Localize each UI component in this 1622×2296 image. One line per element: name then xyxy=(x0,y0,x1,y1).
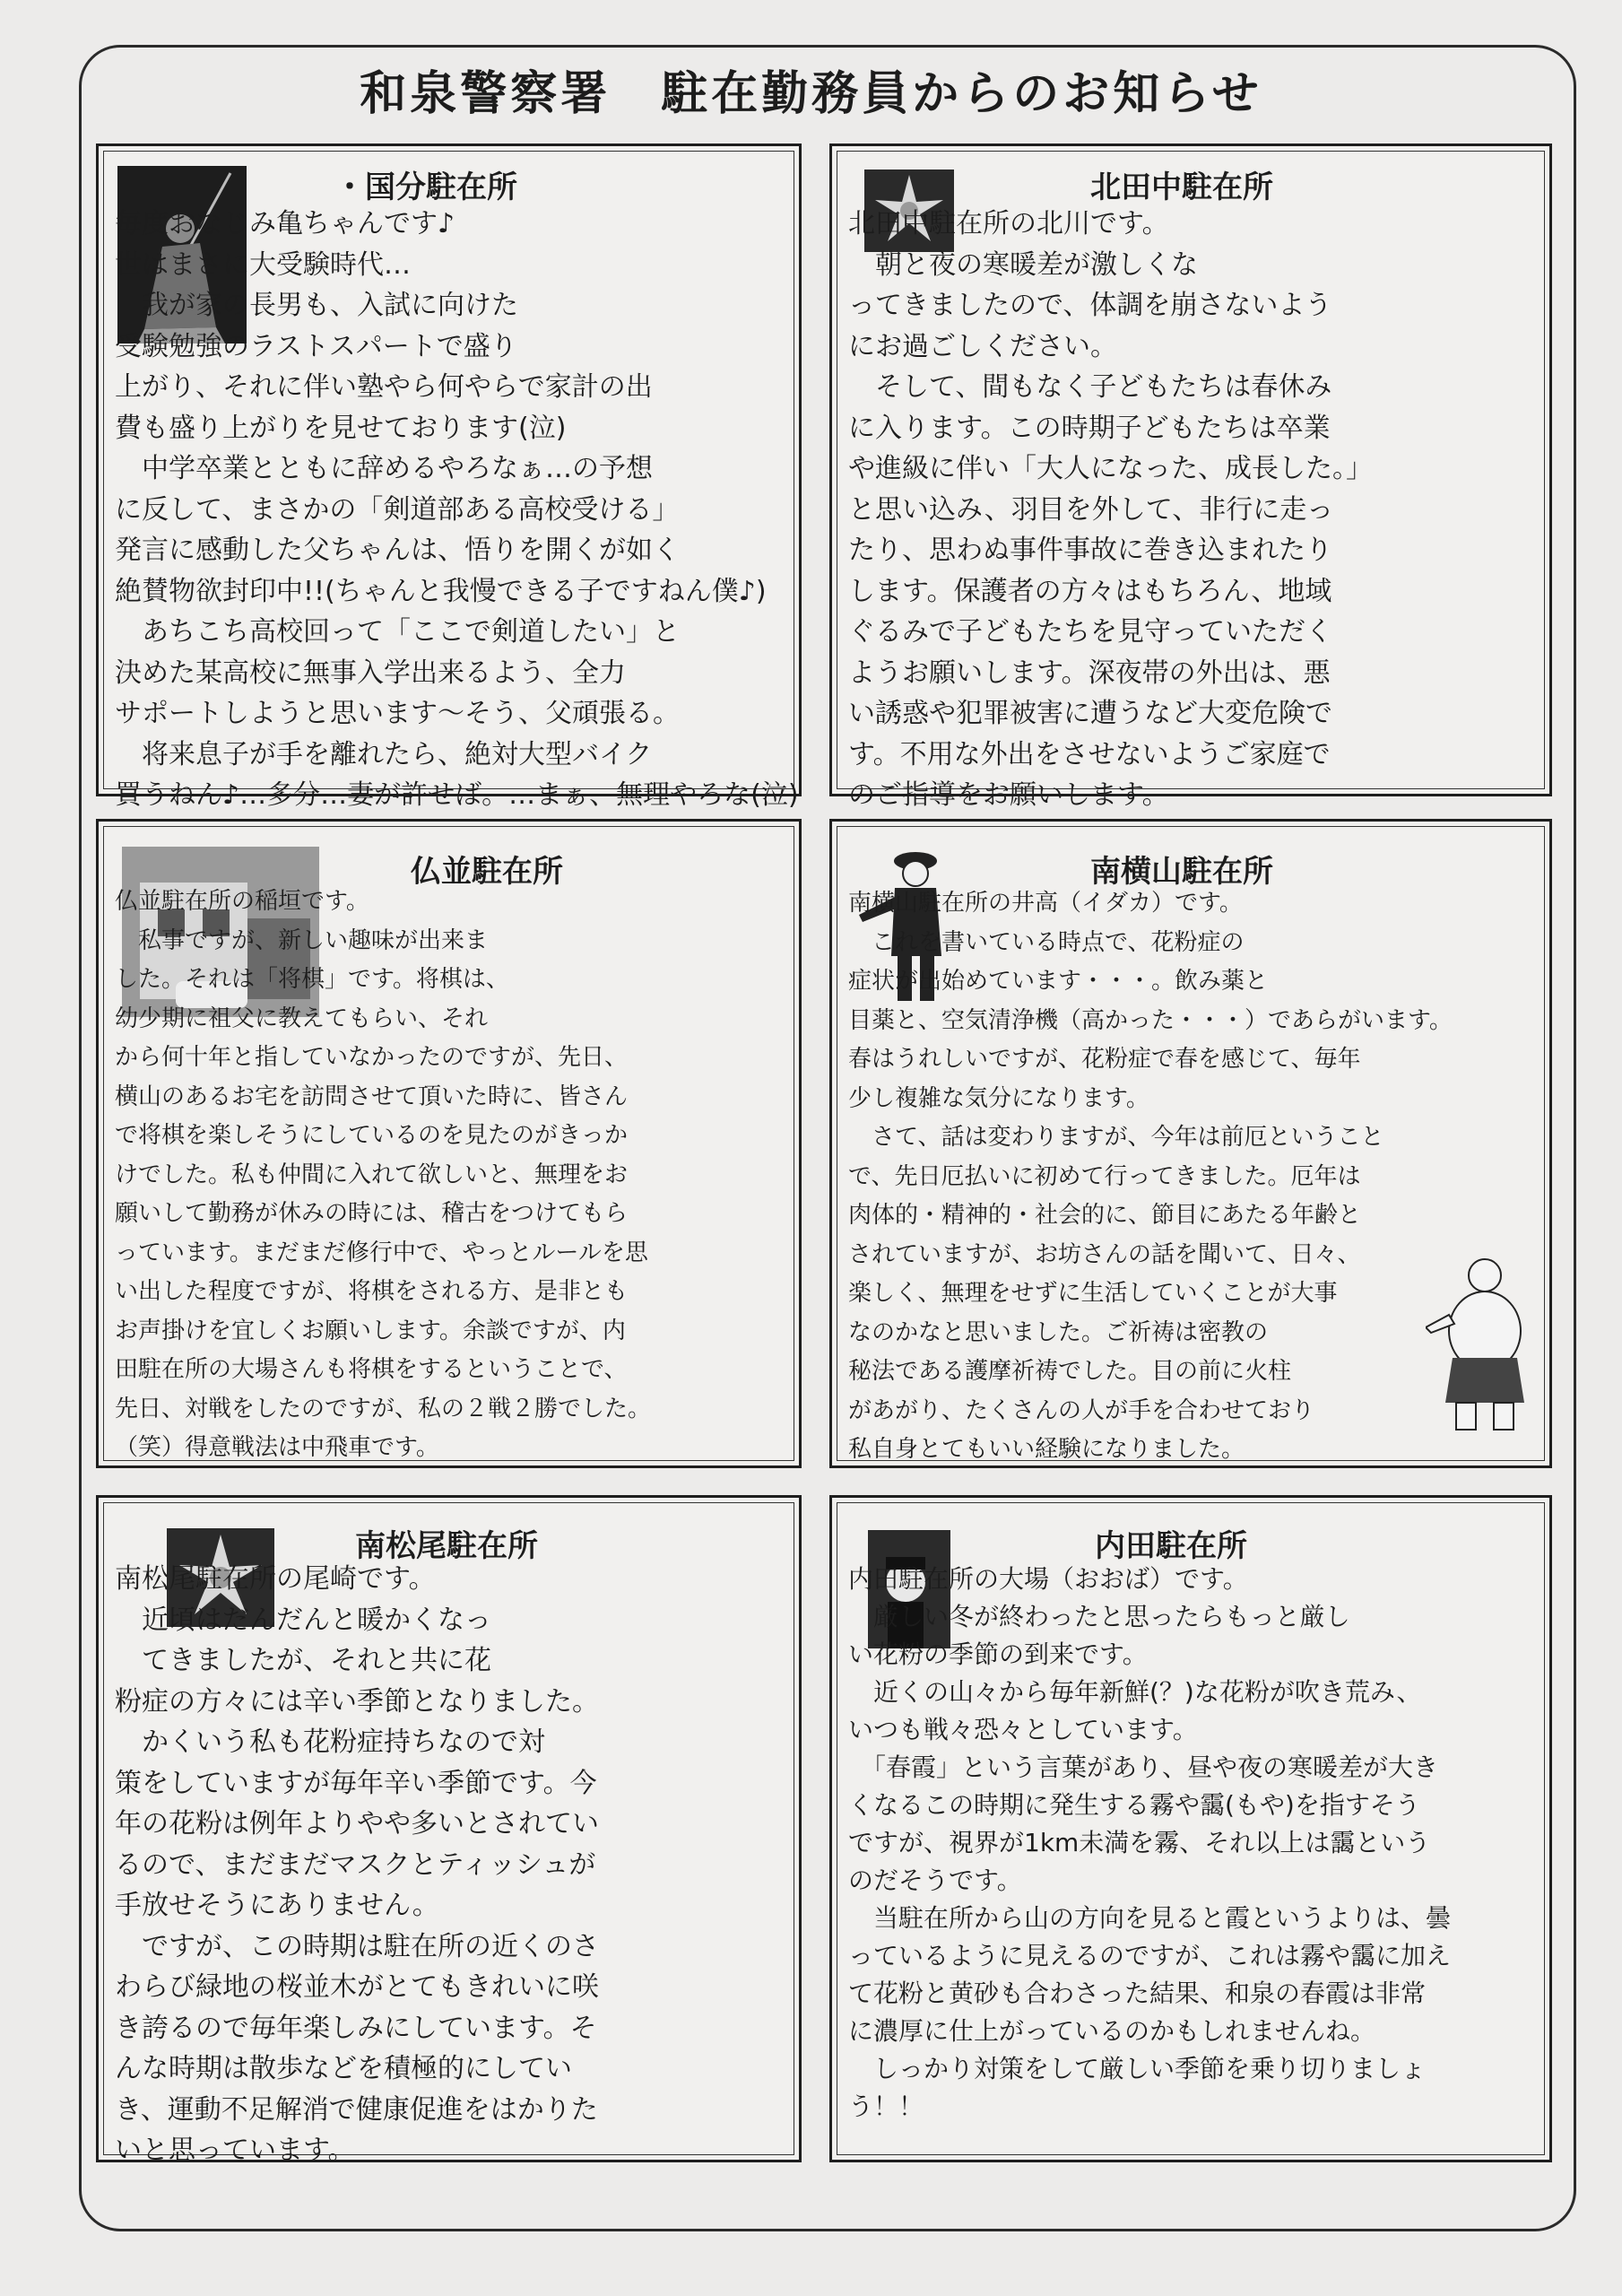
section-minamiyokoyama xyxy=(829,819,1552,1468)
section-text: 仏並駐在所の稲垣です。 私事ですが、新しい趣味が出来ま した。それは「将棋」です。将棋は、 幼少期に祖父に教えてもらい、それ から何十年と指していなかったのですが、先日、 横山のあるお宅を訪問させて頂いた時に、皆さん で将棋を楽しそうにしているのを見たのがきっか けでした。私も仲間に入れて欲しいと、無理をお 願いして勤務が休みの時には、稽古をつけてもら っています。まだまだ修行中で、やっとルールを思 い出した程度ですが、将棋をされる方、是非とも お声掛けを宜しくお願いします。余談ですが、内 田駐在所の大場さんも将棋をするということで、 先日、対戦をしたのですが、私の２戦２勝でした。 （笑）得意戦法は中飛車です。 xyxy=(115,888,652,1461)
section-hotokenami xyxy=(96,819,802,1468)
section-uchida xyxy=(829,1495,1552,2162)
section-title: ・国分駐在所 xyxy=(334,170,517,205)
section-text: 北田中駐在所の北川です。 朝と夜の寒暖差が激しくな ってきましたので、体調を崩さないよう にお過ごしください。 そして、間もなく子どもたちは春休み に入ります。この時期子どもたちは卒業 や進級に伴い「大人になった、成長した。」 と思い込み、羽目を外して、非行に走っ たり、思わぬ事件事故に巻き込まれたり します。保護者の方々はもちろん、地域 ぐるみで子どもたちを見守っていただく ようお願いします。深夜帯の外出は、悪 い誘惑や犯罪被害に遭うなど大変危険で す。不用な外出をさせないようご家庭で のご指導をお願いします。 xyxy=(848,208,1373,811)
sumo-wrestler-illustration xyxy=(1426,1250,1533,1439)
section-title: 南横山駐在所 xyxy=(1090,854,1273,890)
section-title: 内田駐在所 xyxy=(1095,1528,1247,1564)
section-text: 南横山駐在所の井高（イダカ）です。 これを書いている時点で、花粉症の 症状が出始めています・・・。飲み薬と 目薬と、空気清浄機（高かった・・・）であらがいます。 春はうれしいですが、花粉症で春を感じて、毎年 少し複雑な気分になります。 さて、話は変わりますが、今年は前厄ということ で、先日厄払いに初めて行ってきました。厄年は 肉体的・精神的・社会的に、節目にあたる年齢と されていますが、お坊さんの話を聞いて、日々、 楽しく、無理をせずに生活していくことが大事 なのかなと思いました。ご祈祷は密教の 秘法である護摩祈祷でした。目の前に火柱 があがり、たくさんの人が手を合わせており 私自身とてもいい経験になりました。 xyxy=(848,890,1453,1463)
section-text: 南松尾駐在所の尾崎です。 近頃はだんだんと暖かくなっ てきましたが、それと共に花 粉症の方々には辛い季節となりました。 かくいう私も花粉症持ちなので対 策をしていますが毎年辛い季節です。今 年の花粉は例年よりやや多いとされてい るので、まだまだマスクとティッシュが 手放せそうにありません。 ですが、この時期は駐在所の近くのさ わらび緑地の桜並木がとてもきれいに咲 き誇るので毎年楽しみにしています。そ んな時期は散歩などを積極的にしてい き、運動不足解消で健康促進をはかりた いと思っています。 xyxy=(115,1563,599,2166)
section-title: 仏並駐在所 xyxy=(411,854,563,890)
section-minamimatsuo xyxy=(96,1495,802,2166)
section-title: 南松尾駐在所 xyxy=(355,1528,538,1564)
section-title: 北田中駐在所 xyxy=(1090,170,1273,205)
section-kokubu xyxy=(96,144,802,811)
section-text: 内田駐在所の大場（おおば）です。 厳しい冬が終わったと思ったらもっと厳し い花粉の季節の到来です。 近くの山々から毎年新鮮(？)な花粉が吹き荒み、 いつも戦々恐々としています。 「春霞」という言葉があり、昼や夜の寒暖差が大き くなるこの時期に発生する霧や靄(もや)を指すそう ですが、視界が1km未満を霧、それ以上は靄という のだそうです。 当駐在所から山の方向を見ると霞というよりは、曇 っているように見えるのですが、これは霧や靄に加え て花粉と黄砂も合わさった結果、和泉の春霞は非常 に濃厚に仕上がっているのかもしれませんね。 しっかり対策をして厳しい季節を乗り切りましょ う！！ xyxy=(848,1564,1452,2121)
section-text: 毎度おなじみ亀ちゃんです♪ 世はまさに大受験時代… 我が家の長男も、入試に向けた 受験勉強のラストスパートで盛り 上がり、それに伴い塾やら何やらで家計の出 費も盛り上がりを見せております(泣) 中学卒業とともに辞めるやろなぁ…の予想 に反して、まさかの「剣道部ある高校受ける」 発言に感動した父ちゃんは、悟りを開くが如く 絶賛物欲封印中!!(ちゃんと我慢できる子ですねん僕♪) あちこち高校回って「ここで剣道したい」と 決めた某高校に無事入学出来るよう、全力 サポートしようと思います～そう、父頑張る。 将来息子が手を離れたら、絶対大型バイク 買うねん♪…多分…妻が許せば。…まぁ、無理やろな(泣) xyxy=(115,208,799,811)
page-title: 和泉警察署 駐在勤務員からのお知らせ xyxy=(360,67,1262,121)
section-kitadanaka xyxy=(829,144,1552,811)
